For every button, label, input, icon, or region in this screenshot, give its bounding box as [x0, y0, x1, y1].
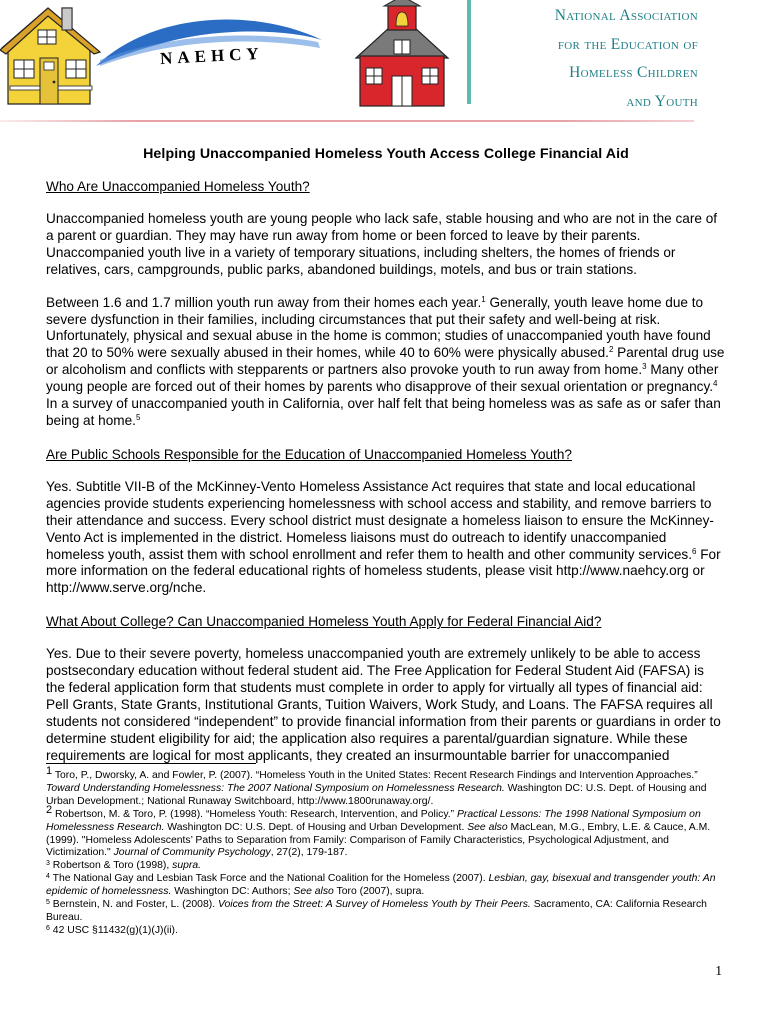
footnote-ref[interactable]: 4	[713, 379, 718, 389]
organization-name	[555, 2, 698, 116]
footnote: $^1$ Toro, P., Dworsky, A. and Fowler, P. (2007). “Homeless Youth in the United States: Recent Research Findings and Intervention Approaches.” Toward Understanding Homelessness: The 2007 National Symposium on Homelessness Research. Washington DC: U.S. Dept. of Housing and Urban Development.; National Runaway Switchboard, http://www.1800runaway.org/.	[46, 765, 707, 807]
footnote: $^5$ Bernstein, N. and Foster, L. (2008). Voices from the Street: A Survey of Homeless Youth by Their Peers. Sacramento, CA: California Research Bureau.	[46, 899, 707, 923]
footnote: $^4$ The National Gay and Lesbian Task Force and the National Coalition for the Homeless (2007). Lesbian, gay, bisexual and transgender youth: An epidemic of homelessness. Washington DC: Authors; See also Toro (2007), supra.	[46, 873, 716, 898]
header-rule	[0, 120, 694, 122]
footnote-separator	[46, 763, 256, 764]
footnote: $^2$ Robertson, M. & Toro, P. (1998). “Homeless Youth: Research, Intervention, and Policy.” Practical Lessons: The 1998 National Symposium on Homelessness Research. Washington DC: U.S. Dept. of Housing and Urban Development. See also MacLean, M.G., Embry, L.E. & Cauce, A.M. (1999). "Homeless Adolescents’ Paths to Separation from Family: Comparison of Family Characteristics, Psychological Adjustment, and Victimization." Journal of Community Psychology, 27(2), 179-187.	[46, 803, 711, 859]
page-number: 1	[715, 963, 722, 978]
org-name-line: and Youth	[626, 92, 698, 110]
org-name-line: for the Education of	[557, 35, 698, 53]
footnote-ref[interactable]: 2	[608, 345, 614, 355]
school-icon	[356, 0, 448, 106]
paragraph: Unaccompanied homeless youth are young people who lack safe, stable housing and who are not in the care of a parent or guardian. They may have run away from home or been forced to leave by their parents. Unaccompanied youth live in a variety of temporary situations, including shelters, the homes of friends or relatives, cars, campgrounds, public parks, abandoned buildings, motels, and bus or train stations.	[46, 211, 718, 277]
paragraph: Between 1.6 and 1.7 million youth run away from their homes each year.$^1$ Generally, youth leave home due to severe dysfunction in their families, including circumstances that put their safety and well-being at risk. Unfortunately, physical and sexual abuse in the home is common; studies of unaccompanied youth have found that 20 to 50% were sexually abused in their homes, while 40 to 60% were physically abused.$^2$ Parental drug use or alcoholism and conflicts with stepparents or partners also provoke youth to run away from home.$^3$ Many other young people are forced out of their homes by parents who disapprove of their sexual orientation or pregnancy.$^4$ In a survey of unaccompanied youth in California, over half felt that being homeless was as safe as or safer than being at home.$^5$	[46, 294, 725, 428]
document-title: Helping Unaccompanied Homeless Youth Access College Financial Aid	[143, 146, 629, 162]
section-heading-who: Who Are Unaccompanied Homeless Youth?	[46, 179, 310, 194]
letterhead	[0, 0, 770, 128]
footnote-ref[interactable]: 3	[642, 362, 647, 372]
paragraph: Yes. Due to their severe poverty, homeless unaccompanied youth are extremely unlikely to be able to access postsecondary education without federal student aid. The Free Application for Federal Student Aid (FAFSA) is the federal application form that students must complete in order to apply for virtually all types of financial aid: Pell Grants, State Grants, Institutional Grants, Tuition Waivers, Work Study, and Loans. The FAFSA requires all students not considered “independent” to provide financial information from their parents or guardians in order to determine student eligibility for aid; the application also requires a parental/guardian signature. While these requirements are logical for most applicants, they created an insurmountable barrier for unaccompanied	[46, 646, 721, 763]
footnote-ref[interactable]: 5	[135, 412, 141, 422]
section-heading-college: What About College? Can Unaccompanied Homeless Youth Apply for Federal Financial Aid?	[46, 614, 602, 630]
section-heading-schools: Are Public Schools Responsible for the Education of Unaccompanied Homeless Youth?	[46, 446, 572, 462]
house-icon	[0, 8, 100, 104]
footnote: $^3$ Robertson & Toro (1998), supra.	[46, 860, 202, 872]
paragraph: Yes. Subtitle VII-B of the McKinney-Vento Homeless Assistance Act requires that state and local educational agencies provide students experiencing homelessness with school access and stability, and remove barriers to their attendance and success. Every school district must designate a homeless liaison to ensure the McKinney-Vento Act is implemented in the district. Homeless liaisons must do outreach to identify unaccompanied homeless youth, assist them with school enrollment and refer them to health and other community services.$^6$ For more information on the federal educational rights of homeless students, please visit http://www.naehcy.org or http://www.serve.org/nche.	[46, 478, 721, 596]
footnotes	[46, 765, 726, 938]
footnote: $^6$ 42 USC §11432(g)(1)(J)(ii).	[46, 924, 178, 936]
footnote-ref[interactable]: 1	[481, 294, 486, 304]
logo-text: NAEHCY	[159, 43, 265, 69]
org-name-line: Homeless Children	[569, 64, 698, 81]
naehcy-logo	[0, 0, 462, 116]
document-body	[46, 146, 726, 781]
org-name-line: National Association	[554, 7, 698, 24]
footnote-ref[interactable]: 6	[692, 546, 697, 556]
header-divider-bar	[467, 0, 471, 104]
